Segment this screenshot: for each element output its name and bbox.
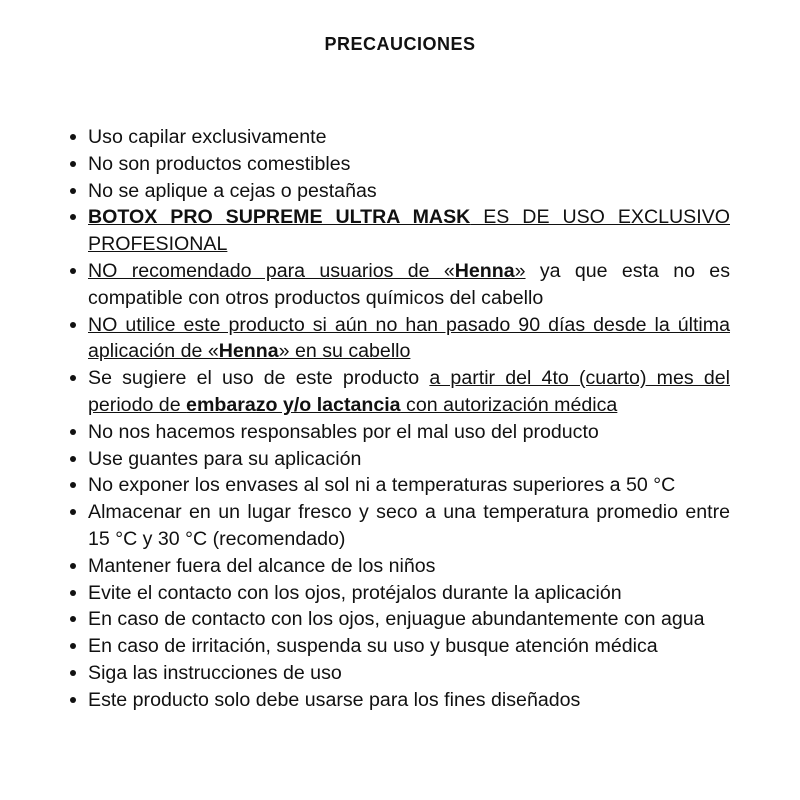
list-item-text: En caso de contacto con los ojos, enjuague abundantemente con agua [88,608,705,631]
list-item-text: En caso de irritación, suspenda su uso y busque atención médica [88,635,658,658]
list-item [70,687,730,714]
list-item-text: Almacenar en un lugar fresco y seco a una temperatura promedio entre 15 °C y 30 °C (recomendado) [88,501,730,550]
list-item-text: Este producto solo debe usarse para los fines diseñados [88,688,581,711]
list-item [70,178,730,205]
list-item-text: Evite el contacto con los ojos, protéjalos durante la aplicación [88,581,622,604]
list-item-text: Henna [218,340,279,363]
list-item [70,258,730,312]
list-item-text: » [514,259,526,282]
list-item [70,472,730,499]
list-item-text: NO recomendado para usuarios de « [88,259,455,282]
list-item-text: Se sugiere el uso de este producto [88,367,430,390]
list-item-text: Siga las instrucciones de uso [88,661,342,684]
list-item-text: Henna [454,259,515,282]
list-item-text: No exponer los envases al sol ni a temperaturas superiores a 50 °C [88,474,676,497]
list-item [70,580,730,607]
list-item-text: con autorización médica [400,393,618,416]
list-item-text: ES DE USO EXCLUSIVO PROFESIONAL [88,206,730,256]
list-item [70,312,730,366]
list-item-text: No son productos comestibles [88,152,351,175]
list-item [70,660,730,687]
list-item-text: Uso capilar exclusivamente [88,126,327,148]
list-item-text: embarazo y/o lactancia [186,393,401,416]
page-title: PRECAUCIONES [324,34,476,54]
list-item-text: BOTOX PRO SUPREME ULTRA MASK [88,206,471,229]
list-item [70,151,730,178]
precautions-list [70,124,730,714]
list-item [70,606,730,633]
list-item-text: Mantener fuera del alcance de los niños [88,554,436,577]
list-item [70,633,730,660]
list-item-text: Use guantes para su aplicación [88,447,362,470]
list-item [70,124,730,151]
list-item-text: No se aplique a cejas o pestañas [88,179,377,202]
list-item-text: » en su cabello [278,340,411,363]
list-item-text: ya que esta no es compatible con otros productos químicos del cabello [88,259,730,309]
list-item [70,204,730,258]
list-item [70,446,730,473]
list-item [70,365,730,419]
list-item-text: NO utilice este producto si aún no han pasado 90 días desde la última aplicación de « [88,313,730,363]
list-item-text: a partir del 4to (cuarto) mes del periodo de [88,367,730,416]
list-item [70,553,730,580]
list-item-text: No nos hacemos responsables por el mal uso del producto [88,420,599,443]
list-item [70,499,730,553]
list-item [70,419,730,446]
